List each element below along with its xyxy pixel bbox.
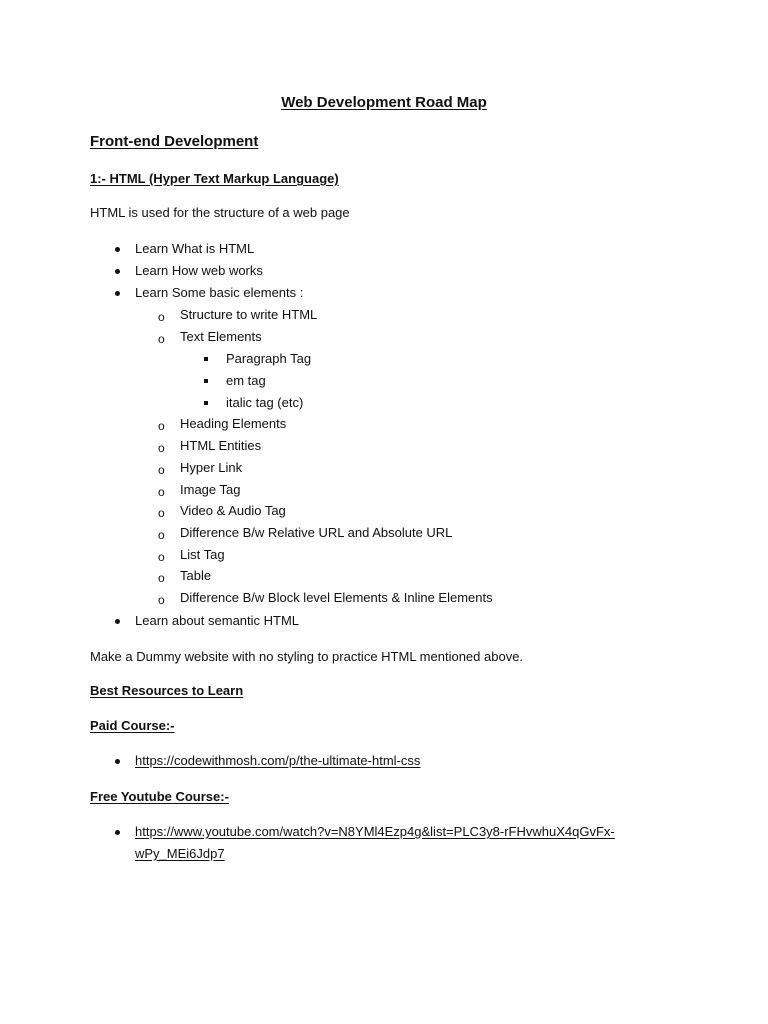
list-item: Table [180, 568, 212, 583]
bullet-circle-icon: o [158, 441, 165, 455]
free-course-link-line1[interactable]: https://www.youtube.com/watch?v=N8YMl4Ezp4g&list=PLC3y8-rFHvwhuX4qGvFx- [135, 824, 615, 839]
bullet-circle-icon: o [158, 593, 165, 607]
list-item: Learn How web works [135, 263, 263, 278]
list-item: Text Elements [180, 329, 262, 344]
subsection-heading: 1:- HTML (Hyper Text Markup Language) [90, 171, 339, 186]
bullet-dot-icon [115, 291, 120, 296]
bullet-circle-icon: o [158, 528, 165, 542]
bullet-circle-icon: o [158, 419, 165, 433]
bullet-circle-icon: o [158, 571, 165, 585]
bullet-dot-icon [115, 830, 120, 835]
list-item: Image Tag [180, 482, 241, 497]
list-item: Learn Some basic elements : [135, 285, 304, 300]
bullet-dot-icon [115, 759, 120, 764]
list-item: HTML Entities [180, 438, 262, 453]
section-heading: Front-end Development [90, 133, 259, 150]
bullet-square-icon [204, 401, 208, 405]
list-item: Difference B/w Relative URL and Absolute URL [180, 525, 453, 540]
bullet-dot-icon [115, 247, 120, 252]
bullet-circle-icon: o [158, 310, 165, 324]
list-item: List Tag [180, 547, 225, 562]
list-item: Difference B/w Block level Elements & Inline Elements [180, 590, 493, 605]
bullet-dot-icon [115, 619, 120, 624]
practice-note: Make a Dummy website with no styling to practice HTML mentioned above. [90, 649, 524, 664]
bullet-circle-icon: o [158, 550, 165, 564]
list-item: Hyper Link [180, 460, 243, 475]
list-item: Video & Audio Tag [180, 503, 286, 518]
free-course-link-line2[interactable]: wPy_MEi6Jdp7 [135, 846, 225, 861]
resources-heading: Best Resources to Learn [90, 683, 244, 698]
bullet-dot-icon [115, 269, 120, 274]
intro-paragraph: HTML is used for the structure of a web page [90, 205, 350, 220]
free-course-heading: Free Youtube Course:- [90, 789, 229, 804]
bullet-circle-icon: o [158, 463, 165, 477]
list-item: Structure to write HTML [180, 307, 318, 322]
document-title: Web Development Road Map [281, 94, 487, 111]
list-item: em tag [226, 373, 266, 388]
bullet-circle-icon: o [158, 506, 165, 520]
bullet-square-icon [204, 357, 208, 361]
bullet-circle-icon: o [158, 332, 165, 346]
list-item: Paragraph Tag [226, 351, 312, 366]
list-item: Heading Elements [180, 416, 287, 431]
paid-course-heading: Paid Course:- [90, 718, 175, 733]
list-item: Learn about semantic HTML [135, 613, 300, 628]
bullet-circle-icon: o [158, 485, 165, 499]
paid-course-link[interactable]: https://codewithmosh.com/p/the-ultimate-html-css [135, 753, 421, 768]
bullet-square-icon [204, 379, 208, 383]
list-item: italic tag (etc) [226, 395, 304, 410]
list-item: Learn What is HTML [135, 241, 255, 256]
